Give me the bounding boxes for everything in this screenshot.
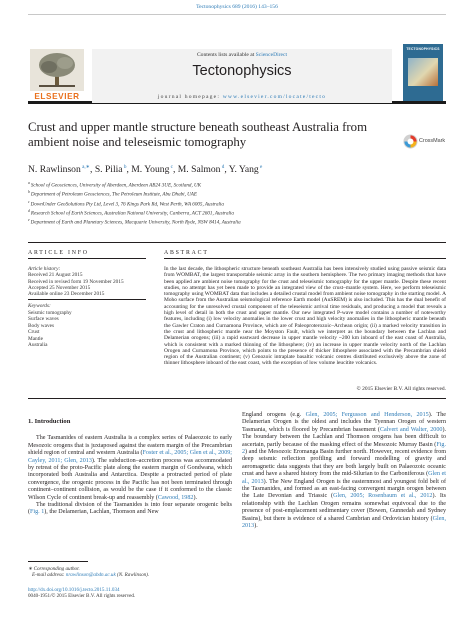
- doi-link[interactable]: http://dx.doi.org/10.1016/j.tecto.2015.11.034: [28, 587, 120, 593]
- history-label: Article history:: [28, 266, 61, 272]
- doi-block: [28, 587, 232, 600]
- crossmark-badge[interactable]: [403, 133, 445, 153]
- homepage-link[interactable]: www.elsevier.com/locate/tecto: [222, 94, 327, 100]
- elsevier-tree-icon: [30, 49, 84, 91]
- author-affiliation-marker: d: [220, 164, 225, 170]
- right-paragraphs: [242, 412, 446, 531]
- citation-link[interactable]: Fig. 1: [30, 509, 45, 516]
- body-divider: [28, 398, 446, 399]
- cover-image: [408, 58, 438, 86]
- body-column-left: [28, 418, 232, 517]
- keyword-item: Body waves: [28, 322, 55, 329]
- body-text: The Tasmanides of eastern Australia is a complex series of Palaeozoic to early Mesozoic orogens that is juxtaposed against the eastern margin of the Precambrian shield region of central and western Australia (: [28, 435, 232, 457]
- history-item: Available online 23 December 2015: [28, 291, 105, 298]
- keyword-item: Australia: [28, 342, 48, 348]
- email-suffix: (N. Rawlinson).: [115, 572, 150, 579]
- author-name[interactable]: M. Young: [131, 164, 170, 176]
- author-list: N. Rawlinson $^{a,∗}$, S. Pilia $^b$, M. Young $^c$, M. Salmon $^d$, Y. Yang $^e$: [28, 164, 263, 176]
- article-info-rule: [28, 258, 146, 259]
- history-item: Received in revised form 19 November 2015: [28, 278, 124, 285]
- cover-title: TECTONOPHYSICS: [406, 47, 440, 51]
- keyword-item: Surface waves: [28, 316, 59, 322]
- info-divider: [28, 299, 146, 300]
- email-label: E-mail address:: [32, 572, 66, 579]
- author-name[interactable]: S. Pilia: [94, 164, 123, 176]
- keywords-block: [28, 303, 138, 349]
- crossmark-label: CrossMark: [419, 138, 446, 144]
- author-affiliation-marker: e: [258, 164, 263, 170]
- footnote-rule: [28, 561, 88, 562]
- author-affiliation-marker: c: [169, 164, 173, 170]
- affiliation-item: [28, 208, 446, 217]
- affiliation-text: Research School of Earth Sciences, Australian National University, Canberra, ACT 2601, Australia: [30, 210, 234, 217]
- section-divider: [28, 242, 446, 243]
- affiliation-item: [28, 189, 446, 198]
- author-name[interactable]: M. Salmon: [177, 164, 221, 176]
- citation-link[interactable]: Fig. 2: [242, 441, 446, 456]
- citation-link[interactable]: Calvert and Walter, 2000: [379, 426, 443, 433]
- keyword-list: [28, 310, 138, 349]
- citation-link[interactable]: Cawood, 1982: [157, 494, 194, 501]
- affiliation-text: Department of Earth and Planetary Sciences, Macquarie University, North Ryde, NSW 8414, Australia: [30, 219, 241, 226]
- citation-link[interactable]: Glen, 2013: [242, 515, 446, 530]
- affiliation-marker: e: [28, 218, 31, 223]
- body-text: The traditional division of the Tasmanides is into four separate orogenic belts (: [28, 502, 232, 516]
- abstract-text: In the last decade, the lithospheric structure beneath southeast Australia has been intensively studied using passive seismic data from WOMBAT, the largest transportable seismic array in the southern hemisphere. The two primary imaging methods that have been applied are ambient noise tomography for the crust and teleseismic tomography for the upper mantle. Despite these recent studies, no attempt has yet been made to provide an integrated view of the crust–mantle system. Here, we perform teleseismic tomography using WOMBAT data that includes a detailed crustal model from ambient noise tomography in the starting model. A Moho surface from the Australian seismological reference Earth model (AuSREM) is also included. This has the dual benefit of accounting for the unresolved crustal component of the teleseismic arrival time residuals, and producing a model that reveals a high level of detail in both the crust and upper mantle. Our new integrated P-wave model contains a number of noteworthy features, including (i) low velocity anomalies in the lower crust and high velocity anomalies in the lithospheric mantle beneath the Gawler Craton and Curnamona Province, which are of Paleoproterozoic–Archean origin; (ii) a marked velocity transition in the crust and lithospheric mantle near the Moyston Fault, which we interpret as the boundary between the Lachlan and Delamerian orogens; (iii) a rapid eastward decrease in upper mantle velocity ~200 km inboard of the east coast of Australia, which is consistent with a marked thinning of the lithosphere; (iv) an increase in upper mantle velocity north of the Lachlan Orogen and Curnamona Province, which points to the presence of thicker lithosphere associated with the Precambrian shield region of the Australian continent; (v) Cenozoic intraplate basaltic volcanic centres distributed exclusively above the zone of thinner lithosphere inboard of the east coast, with the exception of low volume leucitite volcanics.: [164, 266, 446, 367]
- body-text: ).: [193, 494, 197, 501]
- article-title: Crust and upper mantle structure beneath southeast Australia from ambient noise and teleseismic tomography: [28, 120, 368, 149]
- keyword-item: Crust: [28, 329, 40, 335]
- body-text: ). Its relationship with the Lachlan Orogen remains somewhat equivocal due to the presence of post-emplacement sedimentary cover (Bowen, Gunnedah and Sydney Basins), but there is evidence of a shared Cambrian and Ordovician history (: [242, 493, 446, 522]
- footnote-marker: ∗: [28, 566, 33, 572]
- author-email-link[interactable]: nrawlinson@abdn.ac.uk: [65, 572, 116, 579]
- affiliation-item: [28, 217, 446, 226]
- journal-cover-thumbnail[interactable]: [403, 44, 443, 101]
- affiliation-marker: d: [28, 208, 31, 213]
- citation-link[interactable]: Foster et al., 2005; Glen et al., 2009; Cayley, 2011; Glen, 2013: [28, 450, 232, 464]
- section-title: 1. Introduction: [28, 418, 71, 425]
- affiliation-item: [28, 180, 446, 189]
- body-text: ) and the Mesozoic Eromanga Basin further north. However, recent evidence from deep seismic reflection profiling and forward modelling of gravity and aeromagnetic data suggests that they are both largely built on Palaeozoic oceanic crust and have a shared history from the mid-Silurian to the Carboniferous (: [242, 449, 446, 478]
- corresponding-author-footnote: [28, 566, 232, 579]
- abstract-copyright: © 2015 Elsevier B.V. All rights reserved.: [356, 386, 446, 392]
- homepage-prefix: journal homepage:: [157, 94, 223, 100]
- author-name[interactable]: N. Rawlinson: [28, 164, 81, 176]
- citation-link[interactable]: Glen, 2005; Fergusson and Henderson, 2015: [305, 412, 429, 418]
- body-paragraph: [28, 502, 232, 517]
- affiliation-item: [28, 199, 446, 208]
- contents-prefix: Contents lists available at: [196, 52, 256, 58]
- body-paragraph: [242, 412, 446, 531]
- sciencedirect-link[interactable]: ScienceDirect: [255, 52, 288, 58]
- body-text: ).: [254, 523, 258, 530]
- body-paragraph: [28, 435, 232, 502]
- author-affiliation-marker: a,∗: [80, 164, 91, 170]
- affiliation-list: [28, 180, 446, 226]
- author-name[interactable]: Y. Yang: [228, 164, 259, 176]
- corresponding-label: Corresponding author.: [33, 566, 80, 572]
- history-item: Accepted 25 November 2015: [28, 284, 91, 291]
- keyword-item: Seismic tomography: [28, 309, 72, 316]
- keywords-label: Keywords:: [28, 303, 51, 309]
- keyword-item: Mantle: [28, 335, 44, 342]
- abstract-rule: [164, 258, 446, 259]
- affiliation-marker: c: [28, 199, 31, 204]
- journal-homepage-line: [92, 94, 392, 100]
- history-list: [28, 272, 138, 297]
- citation-link[interactable]: Glen et al., 2013: [242, 471, 446, 485]
- affiliation-text: Department of Petroleum Geosciences, The Petroleum Institute, Abu Dhabi, UAE: [30, 191, 198, 198]
- journal-citation[interactable]: Tectonophysics 689 (2016) 143–156: [196, 4, 278, 10]
- affiliation-text: School of Geosciences, University of Aberdeen, Aberdeen AB24 3UE, Scotland, UK: [30, 182, 202, 189]
- author-affiliation-marker: b: [122, 164, 127, 170]
- article-history: [28, 266, 138, 297]
- affiliation-marker: b: [28, 190, 31, 195]
- left-paragraphs: [28, 435, 232, 516]
- abstract-heading: ABSTRACT: [164, 250, 209, 256]
- body-text: England orogens (e.g.: [242, 412, 306, 418]
- body-text: ). The New England Orogen is the easternmost and youngest fold belt of the Tasmanides, and formed as an east-facing convergent margin orogen between the Late Devonian and Triassic (: [242, 478, 447, 500]
- body-text: ). The boundary between the Lachlan and Thomson orogens has been difficult to ascertain, partly because of the masking effect of the Mesozoic Murray Basin (: [242, 426, 447, 448]
- citation-link[interactable]: Glen, 2005; Rosenbaum et al., 2012: [333, 493, 433, 500]
- publisher-name: ELSEVIER: [34, 92, 80, 101]
- history-item: Received 21 August 2015: [28, 272, 83, 279]
- body-column-right: [242, 412, 446, 531]
- journal-name: Tectonophysics: [192, 63, 292, 79]
- affiliation-marker: a: [28, 181, 31, 185]
- body-text: ). The Delamerian Orogen is the oldest and includes the Tyennan Orogen of western Tasmania, which is floored by Precambrian basement (: [242, 412, 446, 433]
- article-info-heading: ARTICLE INFO: [28, 250, 89, 256]
- issn-line: 0040-1951/© 2015 Elsevier B.V. All rights reserved.: [28, 593, 136, 600]
- elsevier-logo[interactable]: [28, 49, 86, 103]
- crossmark-icon: [403, 134, 418, 149]
- affiliation-text: DownUnder GeoSolutions Pty Ltd, Level 3, 76 Kings Park Rd, West Perth, WA 6005, Australia: [30, 201, 224, 208]
- body-text: ). The subduction–accretion process was accommodated by retreat of the proto-Pacific plate along the eastern margin of Gondwana, which incorporated both Australia and Antarctica. Despite a protracted period of plate convergence, the orogenic process in the Pacific has not been terminated through continent–continent collision, as would be the case if it conformed to the classic Wilson Cycle of continent break-up and reassembly (: [28, 457, 232, 501]
- contents-line: [92, 52, 392, 58]
- body-text: ), the Delamerian, Lachlan, Thomson and New: [44, 509, 159, 516]
